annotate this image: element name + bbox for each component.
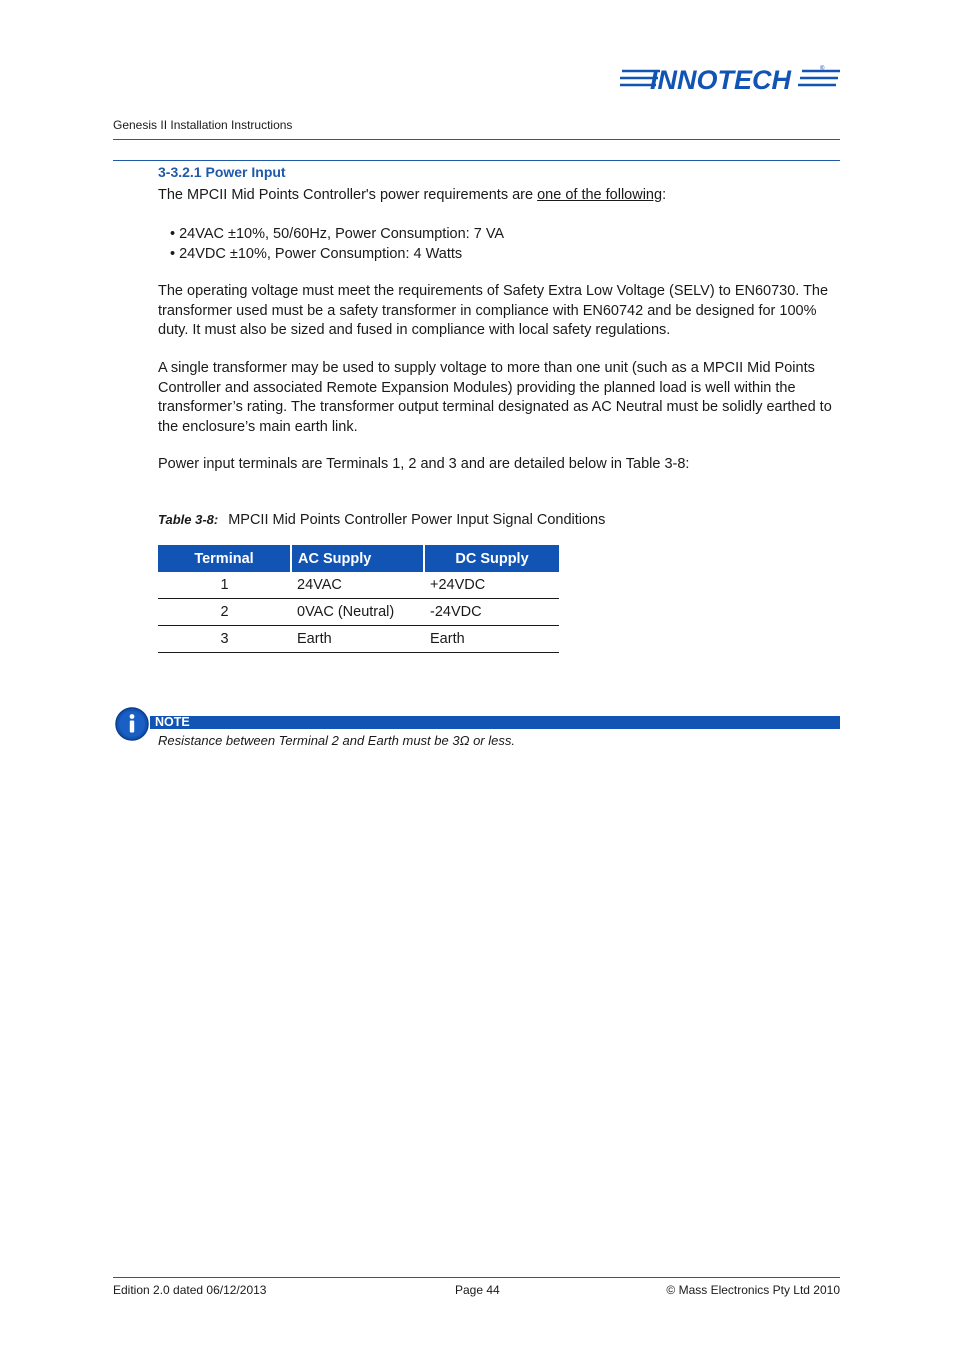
power-input-table bbox=[158, 545, 559, 653]
cell-terminal: 1 bbox=[158, 572, 291, 599]
paragraph-transformer bbox=[158, 359, 840, 437]
cell-dc: -24VDC bbox=[424, 599, 559, 626]
footer-rule bbox=[113, 1277, 840, 1278]
cell-terminal: 3 bbox=[158, 626, 291, 653]
table-row bbox=[158, 572, 559, 599]
cell-ac: Earth bbox=[291, 626, 424, 653]
info-icon bbox=[115, 707, 149, 741]
svg-text:®: ® bbox=[820, 66, 825, 72]
paragraph-transformer-text: A single transformer may be used to supply voltage to more than one unit (such as a MPCII Mid Points Controller and associated Remote Expansion Modules) providing the planned load is well within the transformer’s rating. The transformer output terminal designated as AC Neutral must be solidly earthed to the enclosure’s main earth link. bbox=[158, 360, 832, 435]
logo-graphic bbox=[620, 62, 842, 96]
note-text: Resistance between Terminal 2 and Earth must be 3Ω or less. bbox=[158, 733, 515, 748]
footer-copyright: © Mass Electronics Pty Ltd 2010 bbox=[666, 1283, 840, 1297]
intro-suffix: : bbox=[662, 187, 667, 203]
document-title: Genesis II Installation Instructions bbox=[113, 118, 293, 132]
table-caption-text: MPCII Mid Points Controller Power Input Signal Conditions bbox=[228, 512, 606, 528]
bullet-list bbox=[170, 224, 504, 264]
table-row bbox=[158, 599, 559, 626]
intro-paragraph bbox=[158, 186, 840, 206]
intro-prefix: The MPCII Mid Points Controller's power requirements are bbox=[158, 187, 538, 203]
cell-dc: +24VDC bbox=[424, 572, 559, 599]
header-dc-supply: DC Supply bbox=[424, 545, 559, 572]
note-label: NOTE bbox=[155, 715, 190, 729]
table-caption-label: Table 3-8: bbox=[158, 512, 219, 527]
cell-terminal: 2 bbox=[158, 599, 291, 626]
cell-ac: 0VAC (Neutral) bbox=[291, 599, 424, 626]
header-terminal: Terminal bbox=[158, 545, 291, 572]
innotech-logo bbox=[620, 62, 842, 96]
table-row bbox=[158, 626, 559, 653]
table-header-row bbox=[158, 545, 559, 572]
cell-dc: Earth bbox=[424, 626, 559, 653]
footer-edition: Edition 2.0 dated 06/12/2013 bbox=[113, 1283, 267, 1297]
bullet-item: • 24VAC ±10%, 50/60Hz, Power Consumption: 7 VA bbox=[170, 226, 505, 242]
header-ac-supply: AC Supply bbox=[291, 545, 424, 572]
table-caption bbox=[158, 512, 605, 528]
bullet-item: • 24VDC ±10%, Power Consumption: 4 Watts bbox=[170, 246, 463, 262]
paragraph-selv bbox=[158, 282, 840, 341]
paragraph-terminals-text: Power input terminals are Terminals 1, 2 and 3 and are detailed below in Table 3-8: bbox=[158, 456, 690, 472]
footer-page-number: Page 44 bbox=[455, 1283, 500, 1297]
note-bar bbox=[150, 716, 840, 729]
intro-underlined: one of the following bbox=[537, 187, 663, 203]
paragraph-terminals bbox=[158, 455, 840, 475]
section-rule bbox=[113, 160, 840, 161]
cell-ac: 24VAC bbox=[291, 572, 424, 599]
header-rule bbox=[113, 139, 840, 140]
paragraph-selv-text: The operating voltage must meet the requirements of Safety Extra Low Voltage (SELV) to EN60730. The transformer used must be a safety transformer in compliance with EN60742 and be designed for 100% duty. It must also be sized and fused in compliance with local safety regulations. bbox=[158, 283, 829, 338]
logo-text: INNOTECH bbox=[650, 65, 791, 95]
section-heading: 3-3.2.1 Power Input bbox=[158, 164, 286, 180]
